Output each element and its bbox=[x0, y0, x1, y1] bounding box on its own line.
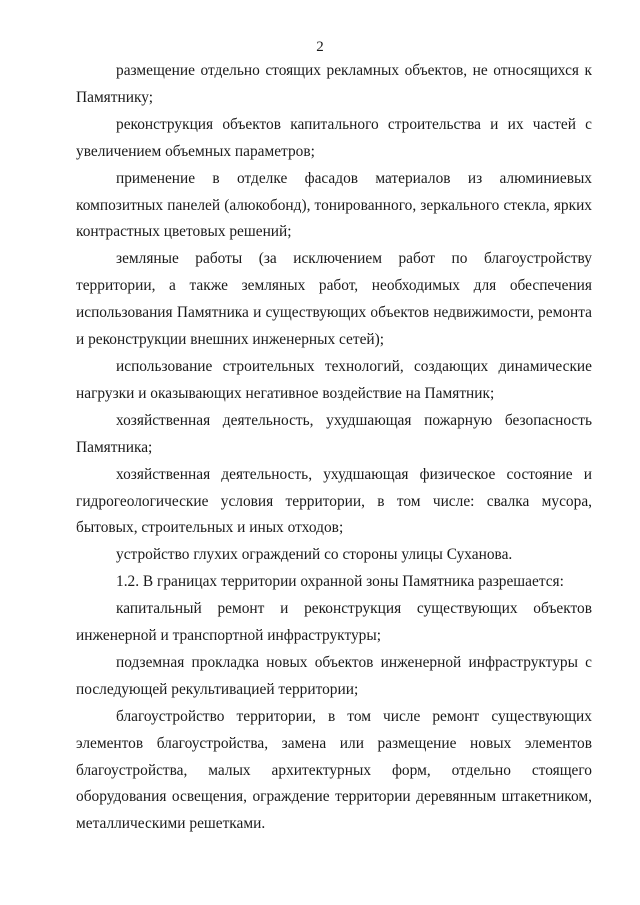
paragraph-fences: устройство глухих ограждений со стороны улицы Суханова. bbox=[116, 546, 513, 564]
document-body bbox=[76, 58, 592, 838]
page-number: 2 bbox=[316, 39, 324, 55]
paragraph-section-1-2: 1.2. В границах территории охранной зоны Памятника разрешается: bbox=[116, 573, 564, 591]
paragraph-fire-safety: хозяйственная деятельность, ухудшающая пожарную безопасность Памятника; bbox=[76, 411, 592, 456]
paragraph-earthworks: земляные работы (за исключением работ по благоустройству территории, а также земляных работ, необходимых для обеспечения использования Памятника и существующих объектов недвижимости, ремонта и реконструкции внешних инженерных сетей); bbox=[76, 250, 592, 349]
paragraph-landscaping: благоустройство территории, в том числе ремонт существующих элементов благоустройства, замена или размещение новых элементов благоустройства, малых архитектурных форм, отдельно стоящего оборудования освещения, ограждение территории деревянным штакетником, металлическими решетками. bbox=[76, 707, 592, 833]
paragraph-ad-objects: размещение отдельно стоящих рекламных объектов, не относящихся к Памятнику; bbox=[76, 62, 592, 106]
paragraph-construction-technologies: использование строительных технологий, создающих динамические нагрузки и оказывающих негативное воздействие на Памятник; bbox=[76, 357, 592, 402]
paragraph-facade-materials: применение в отделке фасадов материалов из алюминиевых композитных панелей (алюкобонд), тонированного, зеркального стекла, ярких контрастных цветовых решений; bbox=[76, 169, 592, 241]
paragraph-reconstruction: реконструкция объектов капитального строительства и их частей с увеличением объемных параметров; bbox=[76, 115, 592, 160]
paragraph-hydrogeology: хозяйственная деятельность, ухудшающая физическое состояние и гидрогеологические условия территории, в том числе: свалка мусора, бытовых, строительных и иных отходов; bbox=[76, 465, 592, 537]
paragraph-capital-repair: капитальный ремонт и реконструкция существующих объектов инженерной и транспортной инфраструктуры; bbox=[76, 600, 592, 645]
paragraph-underground-laying: подземная прокладка новых объектов инженерной инфраструктуры с последующей рекультивацией территории; bbox=[76, 653, 592, 698]
